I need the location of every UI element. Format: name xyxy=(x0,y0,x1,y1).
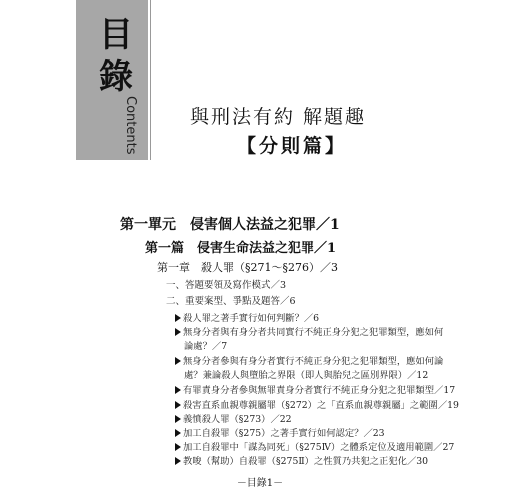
toc-question-text: 殺害直系血親尊親屬罪（§272）之「直系血親尊親屬」之範圍／19 xyxy=(183,400,459,411)
tab-divider xyxy=(150,0,151,160)
pointer-arrow-icon xyxy=(175,415,181,423)
toc-question-text: 殺人罪之著手實行如何判斷？／6 xyxy=(183,313,320,324)
toc-question-text: 教唆（幫助）自殺罪（§275Ⅱ）之性質乃共犯之正犯化／30 xyxy=(183,456,429,467)
toc-question xyxy=(175,439,454,453)
toc-question-cont: 處？兼論殺人與墮胎之界限（即人與胎兒之區別界限）／12 xyxy=(184,370,429,381)
toc-chapter: 第一章 殺人罪（§271～§276）／3 xyxy=(157,261,338,274)
page-number: －目錄1－ xyxy=(236,478,284,489)
pointer-arrow-icon xyxy=(175,457,181,465)
toc-question xyxy=(175,411,292,425)
pointer-arrow-icon xyxy=(175,443,181,451)
toc-question xyxy=(175,310,319,324)
toc-question xyxy=(175,324,443,338)
toc-part: 第一篇 侵害生命法益之犯罪／1 xyxy=(145,241,337,256)
toc-question xyxy=(175,353,443,367)
toc-item: 二、重要案型、爭點及題答／6 xyxy=(166,296,296,307)
toc-heading xyxy=(96,14,136,98)
contents-label: Contents xyxy=(123,96,138,155)
book-subtitle: 【分則篇】 xyxy=(237,135,348,157)
toc-heading-char-2: 錄 xyxy=(99,57,133,97)
toc-question xyxy=(175,425,385,439)
pointer-arrow-icon xyxy=(175,429,181,437)
pointer-arrow-icon xyxy=(175,386,181,394)
pointer-arrow-icon xyxy=(175,314,181,322)
pointer-arrow-icon xyxy=(175,357,181,365)
toc-question xyxy=(175,382,455,396)
toc-question xyxy=(175,397,459,411)
pointer-arrow-icon xyxy=(175,328,181,336)
toc-item: 一、答題要領及寫作模式／3 xyxy=(166,280,287,291)
toc-question-text: 有罪責身分者參與無罪責身分者實行不純正身分犯之犯罪類型／17 xyxy=(183,385,456,396)
toc-unit: 第一單元 侵害個人法益之犯罪／1 xyxy=(120,217,340,233)
toc-heading-char-1: 目 xyxy=(99,15,133,55)
toc-question-text: 無身分者與有身分者共同實行不純正身分犯之犯罪類型，應如何 xyxy=(183,327,444,338)
toc-question-text: 無身分者參與有身分者實行不純正身分犯之犯罪類型，應如何論 xyxy=(183,356,444,367)
pointer-arrow-icon xyxy=(175,401,181,409)
book-title: 與刑法有約 解題趣 xyxy=(190,106,367,128)
toc-question-text: 加工自殺罪中「謀為同死」（§275Ⅳ）之體系定位及適用範圍／27 xyxy=(183,442,455,453)
toc-question-text: 義憤殺人罪（§273）／22 xyxy=(183,414,292,425)
toc-question-text: 加工自殺罪（§275）之著手實行如何認定？／23 xyxy=(183,428,385,439)
toc-question-cont: 論處？／7 xyxy=(184,341,228,352)
toc-question xyxy=(175,453,428,467)
